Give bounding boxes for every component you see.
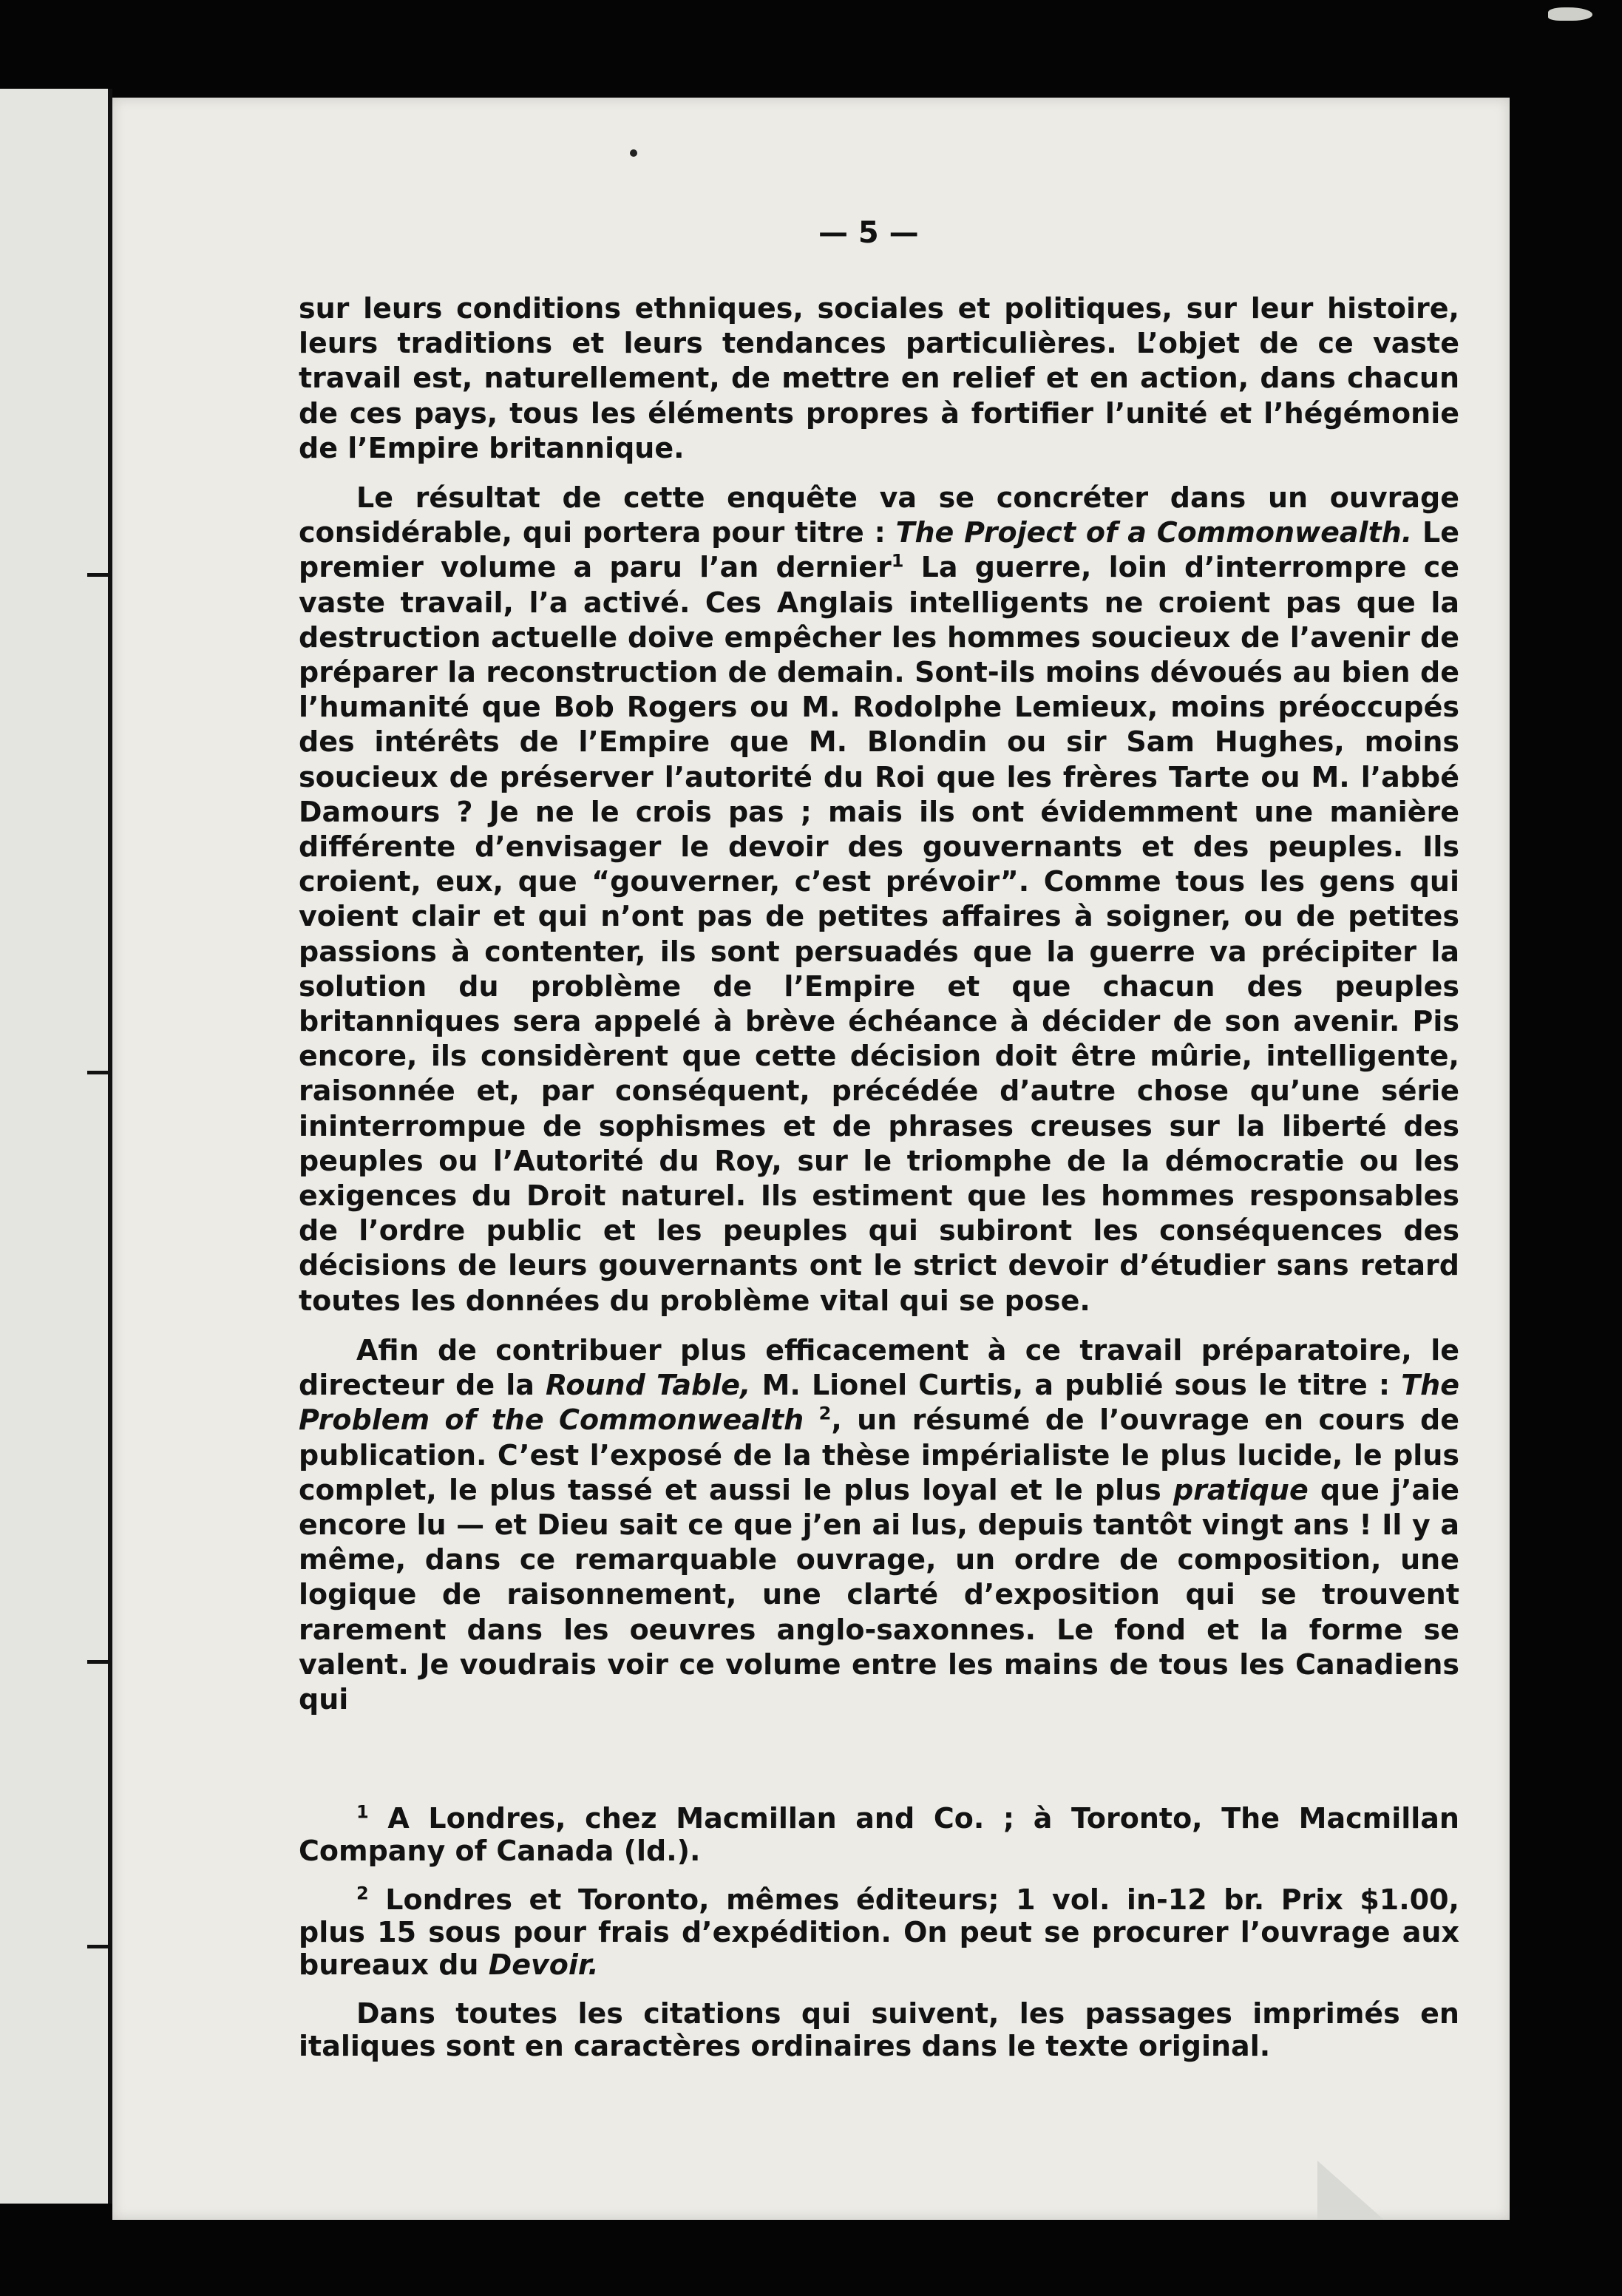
paragraph: sur leurs conditions ethniques, sociales et politiques, sur leur histoire, leurs traditions et leurs tendances particulières. L’objet de ce vaste travail est, naturellement, de mettre en relief et en action, dans chacun de ces pays, tous les éléments propres à fortifier l’unité et l’hégémonie de l’Empire britannique. bbox=[299, 292, 1459, 464]
italic-word: pratique bbox=[1173, 1473, 1309, 1506]
italic-title: Round Table, bbox=[546, 1369, 751, 1402]
footnote-1: $^1$ A Londres, chez Macmillan and Co. ; à Toronto, The Macmillan Company of Canada (ld.). bbox=[299, 1801, 1459, 1867]
footnote-2: $^2$ Londres et Toronto, mêmes éditeurs; 1 vol. in-12 br. Prix $1.00, plus 15 sous pour frais d’expédition. On peut se procurer l’ouvrage aux bureaux du Devoir. bbox=[299, 1883, 1459, 1981]
page-corner-fold bbox=[1317, 2161, 1384, 2220]
italic-title: The Project of a Commonwealth. bbox=[895, 516, 1413, 549]
italic-title: The Problem of the Commonwealth bbox=[299, 1369, 1460, 1437]
ink-speck bbox=[630, 149, 637, 157]
footnote-ref: 2 bbox=[818, 1403, 832, 1424]
previous-page-edge bbox=[0, 89, 111, 2204]
footnotes bbox=[299, 1802, 1459, 2079]
page-number: — 5 — bbox=[818, 216, 919, 250]
footnote-ref: 1 bbox=[891, 550, 904, 572]
paragraph: Afin de contribuer plus efficacement à ce travail préparatoire, le directeur de la Round Table, M. Lionel Curtis, a publié sous le titre : The Problem of the Commonwealth $^2$, un résumé de l’ouvrage en cours de publication. C’est l’exposé de la thèse impérialiste le plus lucide, le plus complet, le plus tassé et aussi le plus loyal et le plus pratique que j’aie encore lu — et Dieu sait ce que j’en ai lus, depuis tantôt vingt ans ! Il y a même, dans ce remarquable ouvrage, un ordre de composition, une logique de raisonnement, une clarté d’exposition qui se trouvent rarement dans les oeuvres anglo-saxonnes. Le fond et la forme se valent. Je voudrais voir ce volume entre les mains de tous les Canadiens qui bbox=[299, 1333, 1460, 1716]
paragraph: Le résultat de cette enquête va se concréter dans un ouvrage considérable, qui portera pour titre : The Project of a Commonwealth. Le premier volume a paru l’an dernier$^1$ La guerre, loin d’interrompre ce vaste travail, l’a activé. Ces Anglais intelligents ne croient pas que la destruction actuelle doive empêcher les hommes soucieux de l’avenir de préparer la reconstruction de demain. Sont-ils moins dévoués au bien de l’humanité que Bob Rogers ou M. Rodolphe Lemieux, moins préoccupés des intérêts de l’Empire que M. Blondin ou sir Sam Hughes, moins soucieux de préserver l’autorité du Roi que les frères Tarte ou M. l’abbé Damours ? Je ne le crois pas ; mais ils ont évidemment une manière différente d’envisager le devoir des gouvernants et des peuples. Ils croient, eux, que “gouverner, c’est prévoir”. Comme tous les gens qui voient clair et qui n’ont pas de petites affaires à soigner, ou de petites passions à contenter, ils sont persuadés que la guerre va précipiter la solution du problème de l’Empire et que chacun des peuples britanniques sera appelé à brève échéance à décider de son avenir. Pis encore, ils considèrent que cette décision doit être mûrie, intelligente, raisonnée et, par conséquent, précédée d’autre chose qu’une série ininterrompue de sophismes et de phrases creuses sur la liberté des peuples ou l’Autorité du Roy, sur le triomphe de la démocratie ou les exigences du Droit naturel. Ils estiment que les hommes responsables de l’ordre public et les peuples qui subiront les conséquences des décisions de leurs gouvernants ont le strict devoir d’étudier sans retard toutes les données du problème vital qui se pose. bbox=[299, 481, 1460, 1317]
scan-artifact bbox=[1548, 7, 1592, 21]
footnote-note: Dans toutes les citations qui suivent, les passages imprimés en italiques sont en caractères ordinaires dans le texte original. bbox=[299, 1997, 1459, 2062]
document-page bbox=[112, 98, 1510, 2220]
body-text bbox=[299, 291, 1459, 1732]
